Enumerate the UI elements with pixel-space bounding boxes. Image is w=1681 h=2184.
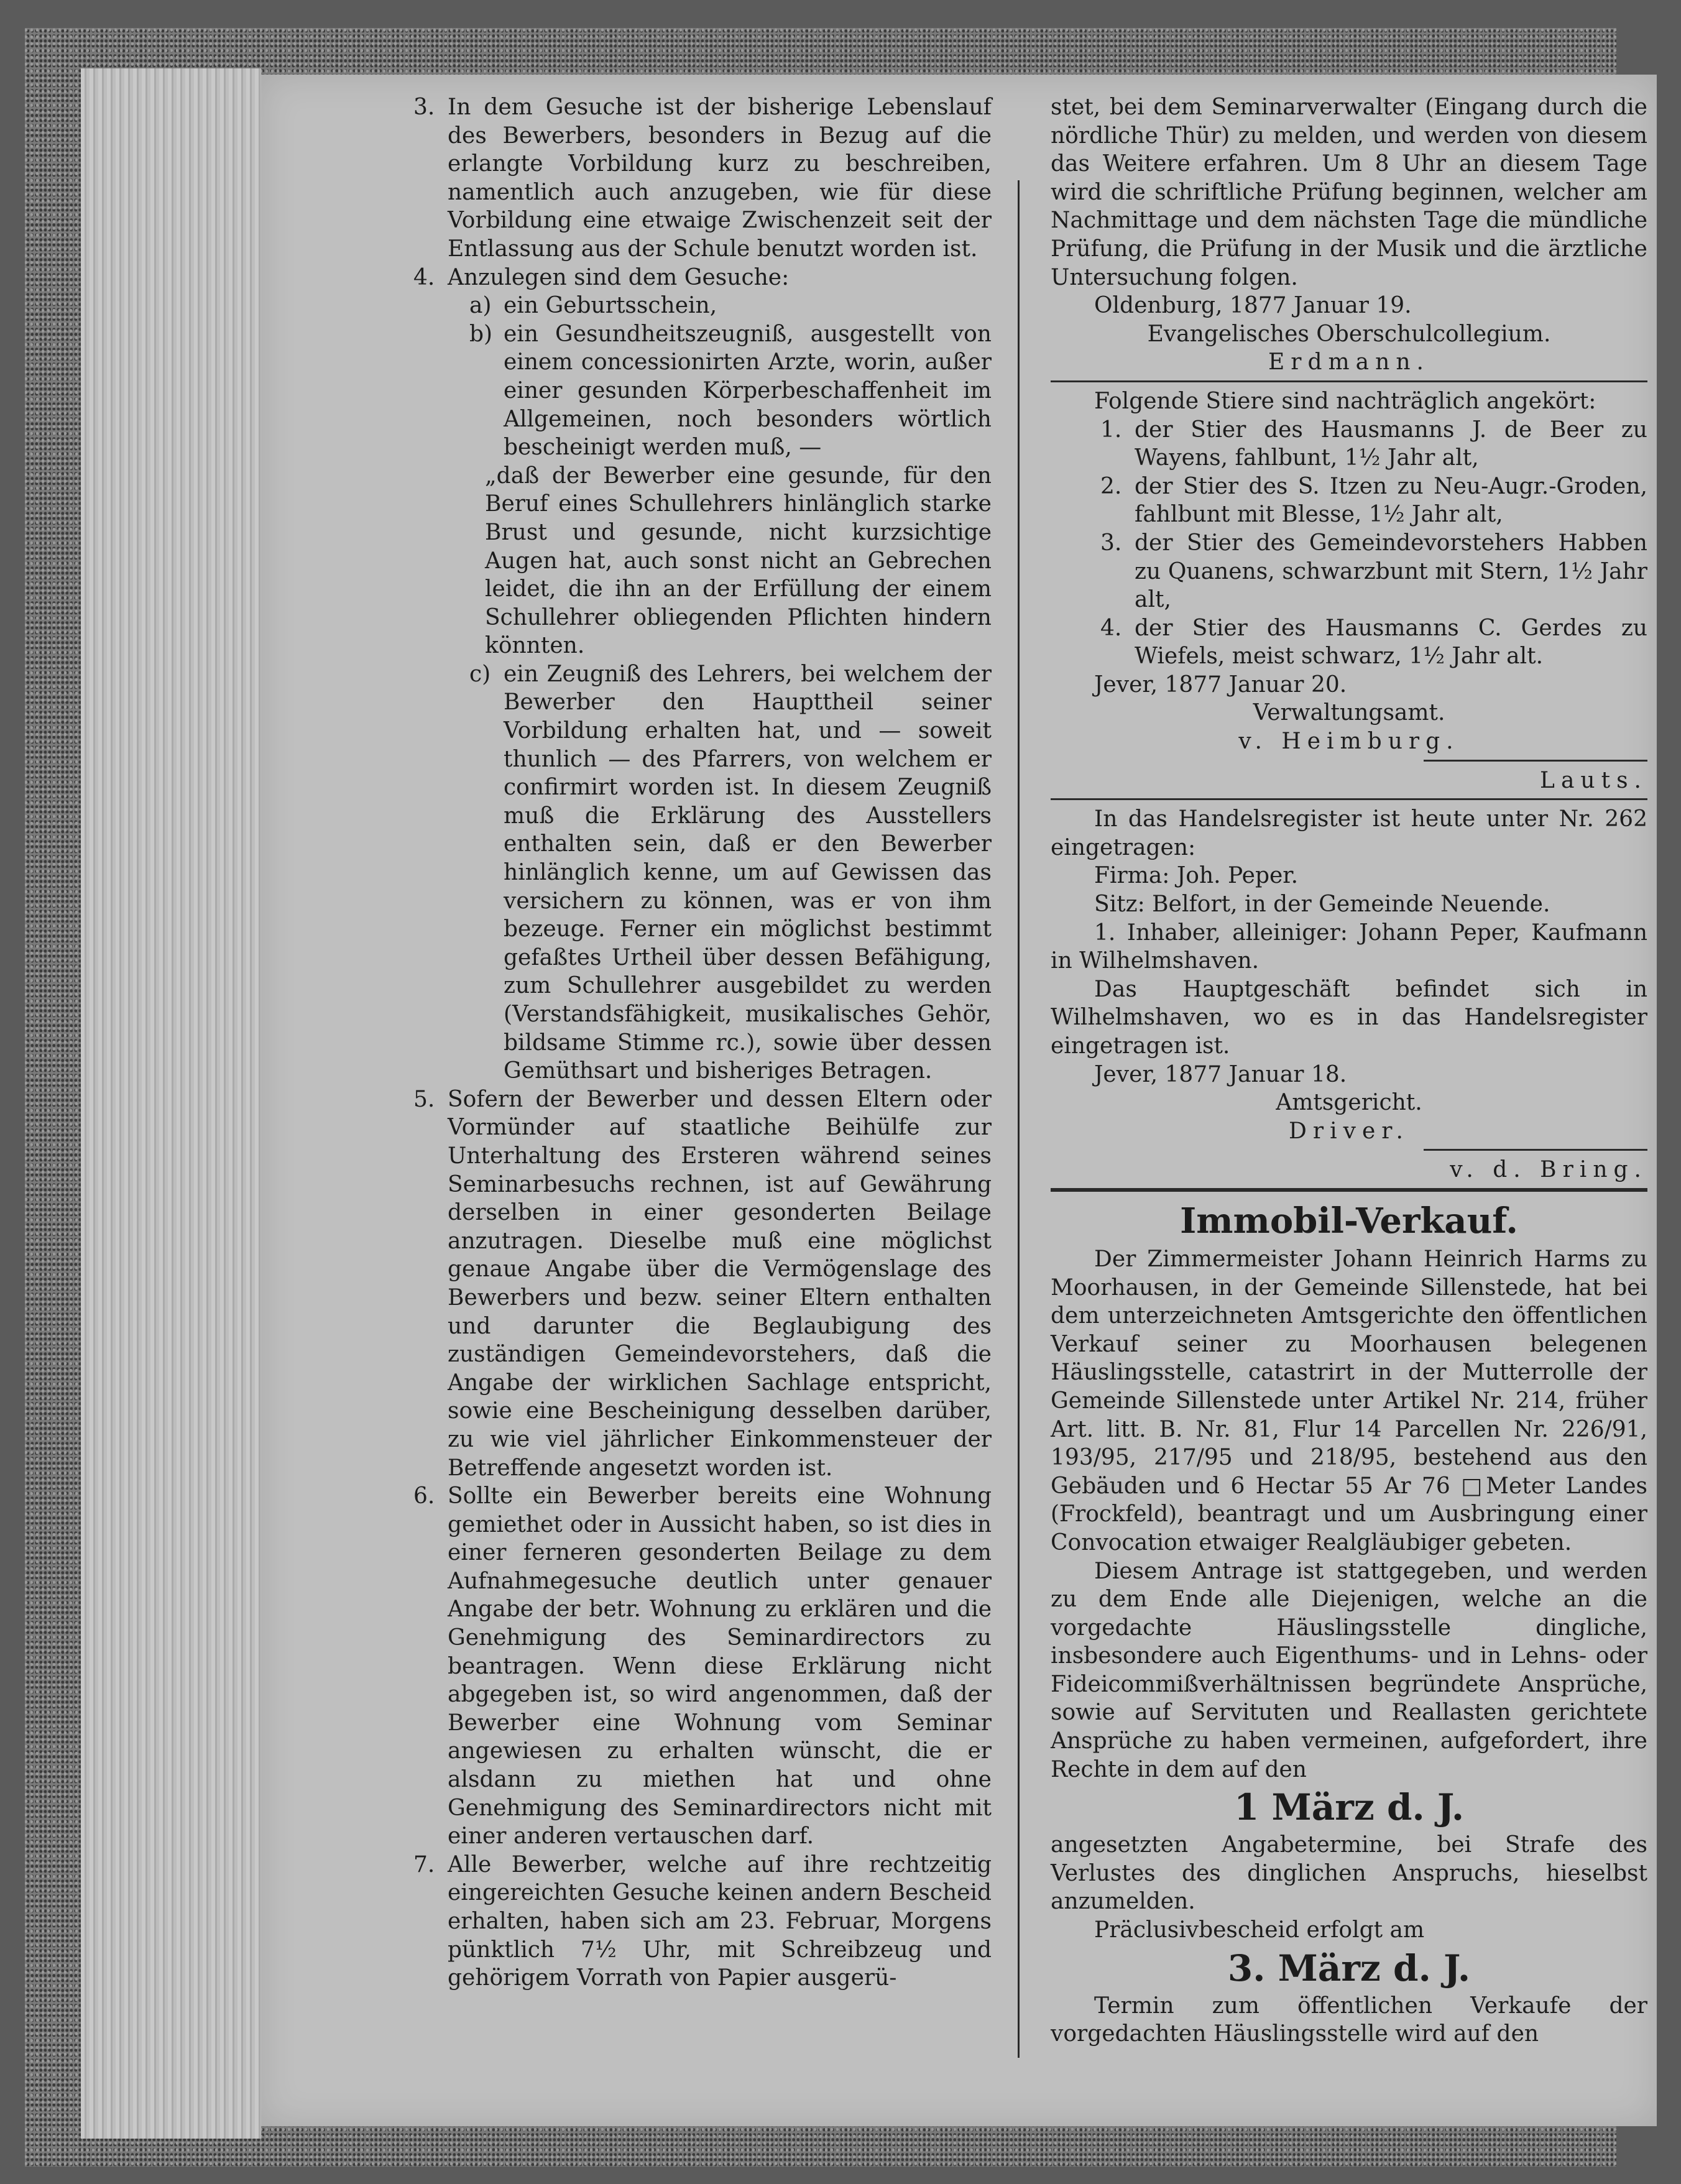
continuation-text: stet, bei dem Seminarverwalter (Eingang durch die nördliche Thür) zu melden, und werden von diesem das Weitere erfahren. Um 8 Uhr an diesem Tage wird die schriftliche Prüfung beginnen, welcher am Nachmittage und dem nächsten Tage die mündliche Prüfung, die Prüfung in der Musik und die ärztliche Untersuchung folgen. [1051,94,1647,290]
firm-name: Firma: Joh. Peper. [1094,863,1299,889]
list-item [1100,472,1647,529]
left-column [413,93,992,1993]
list-text: der Stier des Hausmanns J. de Beer zu Wayens, fahlbunt, 1½ Jahr alt, [1135,417,1647,471]
signature: v. d. Bring. [1450,1157,1647,1183]
list-item [1100,529,1647,614]
signature: v. Heimburg. [1238,729,1460,755]
item-text: Sofern der Bewerber und dessen Eltern oder Vormünder auf staatliche Beihülfe zur Unterhaltung des Ersteren während seines Seminarbesuchs rechnen, ist auf Gewährung derselben in einer gesonderten Beilage anzutragen. Dieselbe muß eine möglichst genaue Angabe über die Vermögenslage des Bewerbers und bezw. seiner Eltern enthalten und darunter die Beglaubigung des zuständigen Gemeindevorstehers, daß die Angabe der wirklichen Sachlage entspricht, sowie eine Bescheinigung desselben darüber, zu wie viel jährlicher Einkommensteuer der Betreffende angesetzt worden ist. [448,1086,992,1481]
list-number: 2. [1100,473,1122,499]
issuing-authority: Evangelisches Oberschulcollegium. [1147,321,1551,347]
item-text: Sollte ein Bewerber bereits eine Wohnung gemiethet oder in Aussicht haben, so ist dies in einer ferneren gesonderten Beilage zu dem Aufnahmegesuche deutlich unter genauer Angabe der betr. Wohnung zu erklären und die Genehmigung des Seminardirectors zu beantragen. Wenn diese Erklärung nicht abgegeben ist, so wird angenommen, daß der Bewerber eine Wohnung vom Seminar angewiesen zu erhalten wünscht, die er alsdann zu miethen hat und ohne Genehmigung des Seminardirectors nicht mit einer anderen vertauschen darf. [448,1483,992,1850]
item-text: In dem Gesuche ist der bisherige Lebenslauf des Bewerbers, besonders in Bezug auf die erlangte Vorbildung kurz zu beschreiben, namentlich auch anzugeben, wie für diese Vorbildung eine etwaige Zwischenzeit seit der Entlassung aus der Schule benutzt worden ist. [448,94,992,262]
deadline-date: 1 März d. J. [1233,1786,1465,1829]
signature: Lauts. [1540,767,1647,793]
list-number: 3. [1100,530,1122,556]
place-date: Oldenburg, 1877 Januar 19. [1094,293,1412,319]
health-certificate-quote: „daß der Bewerber eine gesunde, für den Beruf eines Schullehrers hinlänglich starke Brust und gesunde, nicht kurzsichtige Augen hat, auch sonst nicht an Gebrechen leidet, die ihn an der Erfüllung der einem Schullehrer obliegenden Pflichten hindern könnten. [485,463,992,659]
paragraph: Präclusivbescheid erfolgt am [1094,1917,1425,1943]
subitem-text: ein Gesundheitszeugniß, ausgestellt von einem concessionirten Arzte, worin, außer einer gesunden Körperbeschaffenheit im Allgemeinen, noch besonders wörtlich bescheinigt werden muß, — [504,321,992,461]
list-text: der Stier des Hausmanns C. Gerdes zu Wiefels, meist schwarz, 1½ Jahr alt. [1135,615,1647,670]
item-6 [413,1482,992,1851]
bulls-intro: Folgende Stiere sind nachträglich angekört: [1094,388,1596,414]
subitem-a [469,292,992,320]
signature-rule [1424,760,1647,762]
item-text: Alle Bewerber, welche auf ihre rechtzeitig eingereichten Gesuche keinen andern Bescheid erhalten, haben sich am 23. Februar, Morgens pünktlich 7½ Uhr, mit Schreibzeug und gehörigem Vorrath von Papier ausgerü- [448,1851,992,1991]
signature-rule [1424,1149,1647,1151]
register-intro: In das Handelsregister ist heute unter Nr. 262 eingetragen: [1051,806,1647,860]
list-text: der Stier des Gemeindevorstehers Habben zu Quanens, schwarzbunt mit Stern, 1½ Jahr alt, [1135,530,1647,613]
subitem-b [469,320,992,462]
firm-seat: Sitz: Belfort, in der Gemeinde Neuende. [1094,892,1550,918]
subitem-text: ein Zeugniß des Lehrers, bei welchem der Bewerber den Haupttheil seiner Vorbildung erhalten hat, und — soweit thunlich — des Pfarrers, von welchem er confirmirt worden ist. In diesem Zeugniß muß die Erklärung des Ausstellers enthalten sein, daß er den Bewerber hinlänglich kenne, um auf Gewissen das versichern zu können, was er von ihm bezeuge. Ferner ein möglichst bestimmt gefaßtes Urtheil über dessen Befähigung, zum Schullehrer ausgebildet zu werden (Verstandsfähigkeit, musikalisches Gehör, bildsame Stimme rc.), sowie über dessen Gemüthsart und bisheriges Betragen. [504,661,992,1084]
item-3 [413,93,992,264]
place-date: Jever, 1877 Januar 18. [1094,1061,1347,1087]
paragraph: Termin zum öffentlichen Verkaufe der vorgedachten Häuslingsstelle wird auf den [1051,1993,1647,2047]
deadline-date: 3. März d. J. [1227,1947,1471,1989]
firm-owner: 1. Inhaber, alleiniger: Johann Peper, Kaufmann in Wilhelmshaven. [1051,919,1647,974]
item-5 [413,1085,992,1482]
list-item [1100,614,1647,671]
paragraph: Diesem Antrage ist stattgegeben, und werden zu dem Ende alle Diejenigen, welche an die vorgedachte Häuslingsstelle dingliche, insbesondere auch Eigenthums- und in Lehns- oder Fideicommißverhältnissen begründete Ansprüche, sowie auf Servituten und Reallasten gerichtete Ansprüche zu haben vermeinen, aufgefordert, ihre Rechte in dem auf den [1051,1558,1647,1782]
item-text: Anzulegen sind dem Gesuche: [448,264,790,290]
subitem-label: b) [469,321,493,347]
section-heading: Immobil-Verkauf. [1180,1200,1518,1242]
signature: Erdmann. [1268,349,1430,376]
subitem-c [469,660,992,1085]
section-rule [1051,798,1647,800]
item-number: 3. [413,94,435,120]
issuing-authority: Verwaltungsamt. [1253,700,1445,726]
head-office: Das Hauptgeschäft befindet sich in Wilhelmshaven, wo es in das Handelsregister eingetragen ist. [1051,976,1647,1059]
section-rule [1051,1188,1647,1192]
signature: Driver. [1289,1118,1409,1144]
subitem-label: c) [469,661,491,687]
item-number: 5. [413,1086,435,1112]
list-item [1100,416,1647,472]
list-number: 1. [1100,417,1122,443]
item-7 [413,1851,992,1993]
item-4 [413,264,992,292]
paragraph: Der Zimmermeister Johann Heinrich Harms zu Moorhausen, in der Gemeinde Sillenstede, hat bei dem unterzeichneten Amtsgerichte den öffentlichen Verkauf seiner zu Moorhausen belegenen Häuslingsstelle, catastrirt in der Mutterrolle der Gemeinde Sillenstede unter Artikel Nr. 214, früher Art. litt. B. Nr. 81, Flur 14 Parcellen Nr. 226/91, 193/95, 217/95 und 218/95, bestehend aus den Gebäuden und 6 Hectar 55 Ar 76 □Meter Landes (Frockfeld), beantragt und um Ausbringung einer Convocation etwaiger Realgläubiger gebeten. [1051,1246,1647,1555]
list-text: der Stier des S. Itzen zu Neu-Augr.-Groden, fahlbunt mit Blesse, 1½ Jahr alt, [1135,473,1647,528]
subitem-label: a) [469,293,492,319]
list-number: 4. [1100,615,1122,641]
bulls-list [1100,416,1647,671]
subitem-text: ein Geburtsschein, [504,293,717,319]
right-column [1051,93,1647,2048]
item-number: 6. [413,1483,435,1509]
item-number: 4. [413,264,435,290]
place-date: Jever, 1877 Januar 20. [1094,671,1347,698]
section-rule [1051,380,1647,382]
issuing-authority: Amtsgericht. [1276,1090,1422,1116]
column-separator [1018,180,1020,2058]
page-edges [81,68,261,2139]
paragraph: angesetzten Angabetermine, bei Strafe des Verlustes des dinglichen Anspruchs, hieselbst anzumelden. [1051,1832,1647,1915]
item-number: 7. [413,1851,435,1878]
